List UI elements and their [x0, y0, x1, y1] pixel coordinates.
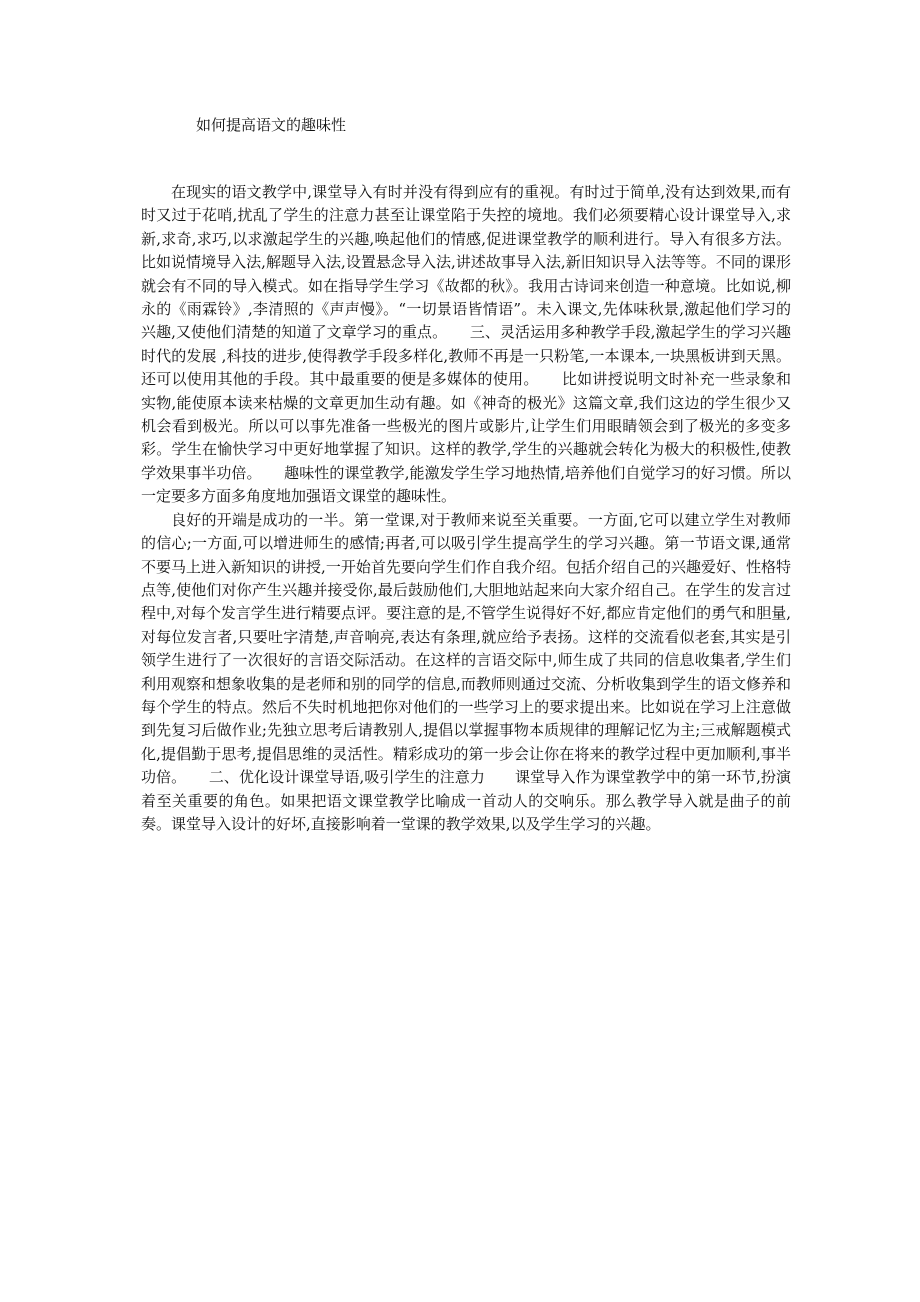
document-title: 如何提高语文的趣味性: [196, 116, 347, 134]
document-body: [141, 181, 822, 836]
body-paragraph-2: 良好的开端是成功的一半。第一堂课,对于教师来说至关重要。一方面,它可以建立学生对教师的信心;一方面,可以增进师生的感情;再者,可以吸引学生提高学生的学习兴趣。第一节语文课,通常不要马上进入新知识的讲授,一开始首先要向学生们作自我介绍。包括介绍自己的兴趣爱好、性格特点等,使他们对你产生兴趣并接受你,最后鼓励他们,大胆地站起来向大家介绍自己。在学生的发言过程中,对每个发言学生进行精要点评。要注意的是,不管学生说得好不好,都应肯定他们的勇气和胆量,对每位发言者,只要吐字清楚,声音响亮,表达有条理,就应给予表扬。这样的交流看似老套,其实是引领学生进行了一次很好的言语交际活动。在这样的言语交际中,师生成了共同的信息收集者,学生们利用观察和想象收集的是老师和别的同学的信息,而教师则通过交流、分析收集到学生的语文修养和每个学生的特点。然后不失时机地把你对他们的一些学习上的要求提出来。比如说在学习上注意做到先复习后做作业;先独立思考后请教别人,提倡以掌握事物本质规律的理解记忆为主;三戒解题模式化,提倡勤于思考,提倡思维的灵活性。精彩成功的第一步会让你在将来的教学过程中更加顺利,事半功倍。 二、优化设计课堂导语,吸引学生的注意力 课堂导入作为课堂教学中的第一环节,扮演着至关重要的角色。如果把语文课堂教学比喻成一首动人的交响乐。那么教学导入就是曲子的前奏。课堂导入设计的好坏,直接影响着一堂课的教学效果,以及学生学习的兴趣。: [141, 510, 791, 833]
body-paragraph-1: 在现实的语文教学中,课堂导入有时并没有得到应有的重视。有时过于简单,没有达到效果,而有时又过于花哨,扰乱了学生的注意力甚至让课堂陷于失控的境地。我们必须要精心设计课堂导入,求新,求奇,求巧,以求激起学生的兴趣,唤起他们的情感,促进课堂教学的顺利进行。导入有很多方法。比如说情境导入法,解题导入法,设置悬念导入法,讲述故事导入法,新旧知识导入法等等。不同的课形就会有不同的导入模式。如在指导学生学习《故都的秋》。我用古诗词来创造一种意境。比如说,柳永的《雨霖铃》,李清照的《声声慢》。“一切景语皆情语”。未入课文,先体味秋景,激起他们学习的兴趣,又使他们清楚的知道了文章学习的重点。 三、灵活运用多种教学手段,激起学生的学习兴趣 时代的发展 ,科技的进步,使得教学手段多样化,教师不再是一只粉笔,一本课本,一块黑板讲到天黑。还可以使用其他的手段。其中最重要的便是多媒体的使用。 比如讲授说明文时补充一些录象和实物,能使原本读来枯燥的文章更加生动有趣。如《神奇的极光》这篇文章,我们这边的学生很少又机会看到极光。所以可以事先准备一些极光的图片或影片,让学生们用眼睛领会到了极光的多变多彩。学生在愉快学习中更好地掌握了知识。这样的教学,学生的兴趣就会转化为极大的积极性,使教学效果事半功倍。 趣味性的课堂教学,能激发学生学习地热情,培养他们自觉学习的好习惯。所以一定要多方面多角度地加强语文课堂的趣味性。: [141, 183, 822, 506]
